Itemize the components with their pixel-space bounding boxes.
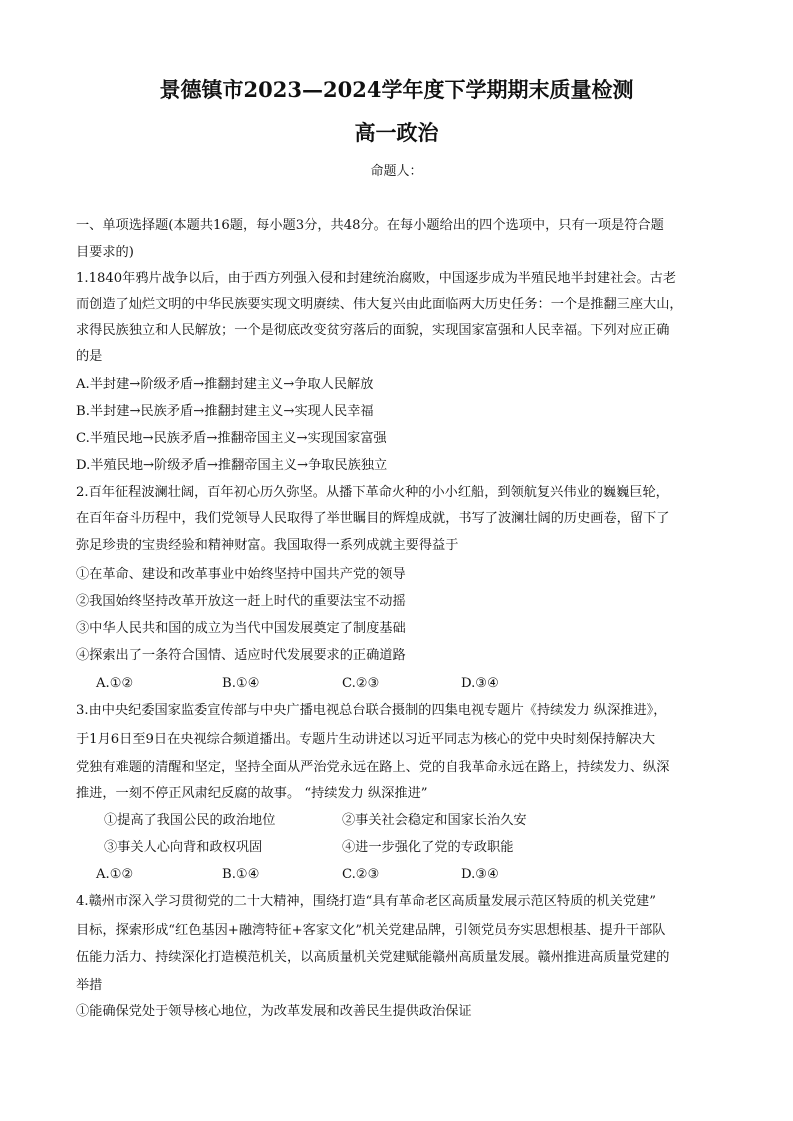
q4-statement-1: ①能确保党处于领导核心地位，为改革发展和改善民生提供政治保证 [76,1004,472,1019]
author-label: 命题人： [370,164,423,179]
q3-option-b: B.①④ [222,867,260,882]
q2-statement-2: ②我国始终坚持改革开放这一赶上时代的重要法宝不动摇 [76,594,406,609]
q3-statement-4: ④进一步强化了党的专政职能 [342,840,514,855]
q3-option-a: A.①② [96,867,134,882]
q1-option-c: C.半殖民地→民族矛盾→推翻帝国主义→实现国家富强 [76,431,387,446]
exam-subject: 高一政治 [354,120,439,145]
q3-stem-line-3: 党独有难题的清醒和坚定，坚持全面从严治党永远在路上、党的自我革命永远在路上，持续发力、纵深 [76,760,670,775]
q1-option-d: D.半殖民地→阶级矛盾→推翻帝国主义→争取民族独立 [76,458,388,473]
q3-option-d: D.③④ [461,867,499,882]
q2-stem-line-2: 在百年奋斗历程中，我们党领导人民取得了举世瞩目的辉煌成就，书写了波澜壮阔的历史画卷，留下了 [76,511,670,526]
section-instruction-line-1: 一、单项选择题(本题共16题，每小题3分，共48分。在每小题给出的四个选项中，只有一项是符合题 [76,218,664,233]
q2-option-b: B.①④ [222,676,260,691]
q3-statement-1: ①提高了我国公民的政治地位 [104,813,276,828]
q2-statement-4: ④探索出了一条符合国情、适应时代发展要求的正确道路 [76,648,406,663]
q4-stem-line-3: 伍能力活力、持续深化打造模范机关，以高质量机关党建赋能赣州高质量发展。赣州推进高质量党建的 [76,950,670,965]
q2-option-c: C.②③ [342,676,380,691]
q1-stem-line-1: 1.1840年鸦片战争以后，由于西方列强入侵和封建统治腐败，中国逐步成为半殖民地半封建社会。古老 [76,271,677,286]
q2-option-a: A.①② [96,676,134,691]
q2-statement-3: ③中华人民共和国的成立为当代中国发展奠定了制度基础 [76,621,406,636]
q1-stem-line-4: 的是 [76,349,103,364]
q1-stem-line-3: 求得民族独立和人民解放；一个是彻底改变贫穷落后的面貌，实现国家富强和人民幸福。下列对应正确 [76,323,670,338]
q3-stem-line-2: 于1月6日至9日在央视综合频道播出。专题片生动讲述以习近平同志为核心的党中央时刻保持解决大 [76,732,656,747]
q4-stem-line-1: 4.赣州市深入学习贯彻党的二十大精神，围绕打造“具有革命老区高质量发展示范区特质的机关党建” [76,894,656,909]
q4-stem-line-2: 目标，探索形成“红色基因+融湾特征+客家文化”机关党建品牌，引领党员夯实思想根基、提升干部队 [76,923,666,938]
q2-stem-line-1: 2.百年征程波澜壮阔，百年初心历久弥坚。从播下革命火种的小小红船，到领航复兴伟业的巍巍巨轮， [76,485,669,500]
q1-stem-line-2: 而创造了灿烂文明的中华民族要实现文明赓续、伟大复兴由此面临两大历史任务：一个是推翻三座大山， [76,297,683,312]
q3-stem-line-1: 3.由中央纪委国家监委宣传部与中央广播电视总台联合摄制的四集电视专题片《持续发力 纵深推进》， [76,703,667,718]
q3-statement-3: ③事关人心向背和政权巩固 [104,840,263,855]
q2-option-d: D.③④ [461,676,499,691]
q1-option-b: B.半封建→民族矛盾→推翻封建主义→实现人民幸福 [76,404,374,419]
section-instruction-line-2: 目要求的) [76,245,134,260]
q2-statement-1: ①在革命、建设和改革事业中始终坚持中国共产党的领导 [76,567,406,582]
q3-stem-line-4: 推进，一刻不停正风肃纪反腐的故事。 “持续发力 纵深推进” [76,786,428,801]
q1-option-a: A.半封建→阶级矛盾→推翻封建主义→争取人民解放 [76,377,374,392]
q2-stem-line-3: 弥足珍贵的宝贵经验和精神财富。我国取得一系列成就主要得益于 [76,538,459,553]
exam-title: 景德镇市2023—2024学年度下学期期末质量检测 [159,77,634,102]
q3-option-c: C.②③ [342,867,380,882]
q4-stem-line-4: 举措 [76,978,103,993]
q3-statement-2: ②事关社会稳定和国家长治久安 [342,813,527,828]
